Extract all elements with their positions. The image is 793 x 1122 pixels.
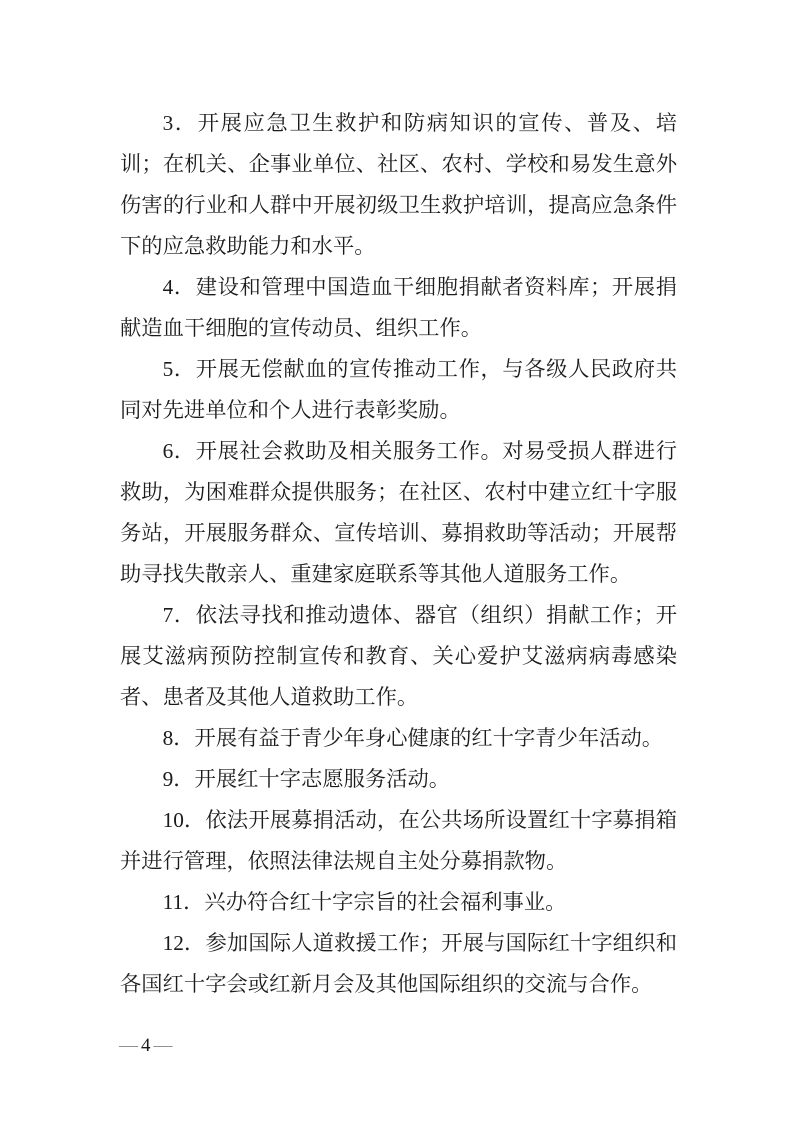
page-footer — [119, 1035, 174, 1057]
page-number: 4 — [141, 1035, 152, 1056]
page-number-dash-left: — — [119, 1035, 139, 1056]
paragraph-item-7: 7．依法寻找和推动遗体、器官（组织）捐献工作；开展艾滋病预防控制宣传和教育、关心爱护艾滋病病毒感染者、患者及其他人道救助工作。 — [120, 603, 677, 709]
paragraph-item-5: 5．开展无偿献血的宣传推动工作，与各级人民政府共同对先进单位和个人进行表彰奖励。 — [120, 357, 677, 422]
paragraph-item-3: 3．开展应急卫生救护和防病知识的宣传、普及、培训；在机关、企事业单位、社区、农村、学校和易发生意外伤害的行业和人群中开展初级卫生救护培训，提高应急条件下的应急救助能力和水平。 — [120, 111, 677, 258]
document-body — [120, 103, 677, 1005]
paragraph-item-6: 6．开展社会救助及相关服务工作。对易受损人群进行救助，为困难群众提供服务；在社区、农村中建立红十字服务站，开展服务群众、宣传培训、募捐救助等活动；开展帮助寻找失散亲人、重建家庭联系等其他人道服务工作。 — [120, 439, 677, 586]
paragraph-item-4: 4．建设和管理中国造血干细胞捐献者资料库；开展捐献造血干细胞的宣传动员、组织工作。 — [120, 275, 677, 340]
paragraph-item-8: 8．开展有益于青少年身心健康的红十字青少年活动。 — [162, 726, 664, 750]
paragraph-item-9: 9．开展红十字志愿服务活动。 — [162, 767, 451, 791]
paragraph-item-12: 12．参加国际人道救援工作；开展与国际红十字组织和各国红十字会或红新月会及其他国际组织的交流与合作。 — [120, 931, 677, 996]
page-number-dash-right: — — [153, 1035, 174, 1056]
paragraph-item-10: 10．依法开展募捐活动，在公共场所设置红十字募捐箱并进行管理，依照法律法规自主处分募捐款物。 — [120, 808, 677, 873]
paragraph-item-11: 11．兴办符合红十字宗旨的社会福利事业。 — [162, 890, 567, 914]
